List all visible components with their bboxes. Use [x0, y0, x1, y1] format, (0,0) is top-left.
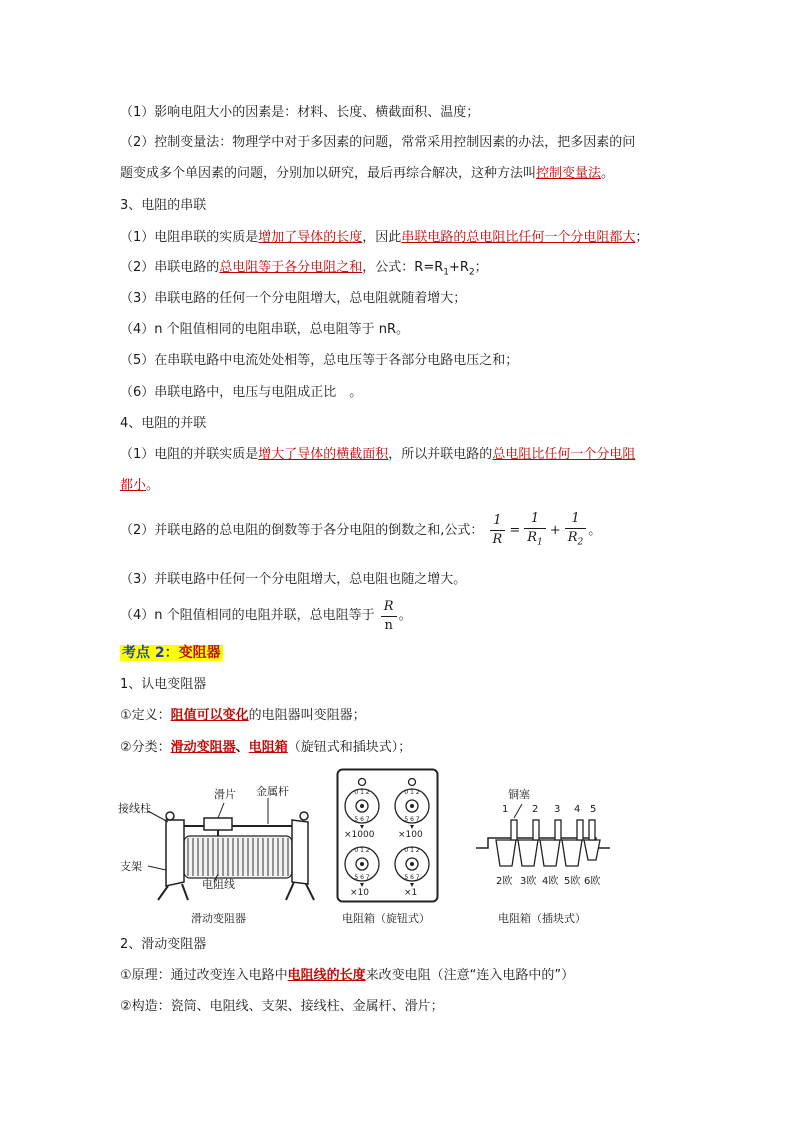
- text: （1）影响电阻大小的因素是：材料、长度、横截面积、温度；: [120, 105, 480, 120]
- section-heading: 1、认电变阻器: [120, 677, 207, 692]
- resistance-2-ohm: 2欧: [496, 876, 513, 887]
- text: （3）串联电路的任何一个分电阻增大，总电阻就随着增大；: [120, 291, 467, 306]
- text: （旋钮式和插块式）；: [287, 740, 412, 755]
- svg-text:0 1 2: 0 1 2: [404, 847, 420, 854]
- text: 来改变电阻（注意“连入电路中的”）: [365, 968, 575, 983]
- key-term: 总电阻等于各分电阻之和: [219, 260, 363, 275]
- formula-fraction-r1: [524, 510, 546, 552]
- plug-number-1: 1: [502, 804, 509, 815]
- text: （2）并联电路的总电阻的倒数等于各分电阻的倒数之和,公式：: [120, 522, 484, 538]
- text: ，因此: [362, 230, 402, 245]
- multiplier-10: ×10: [350, 888, 369, 898]
- paragraph-series-6: [120, 384, 362, 402]
- topic-title: 变阻器: [178, 645, 221, 661]
- text: 。: [601, 166, 615, 181]
- text: 。: [398, 608, 412, 623]
- numerator: 1: [565, 510, 587, 529]
- text: ；: [474, 260, 488, 275]
- paragraph-parallel-2: [120, 510, 601, 552]
- paragraph-control-variable-2: [120, 165, 614, 183]
- key-term: 串联电路的总电阻比任何一个分电阻都大: [401, 230, 636, 245]
- text: （3）并联电路中任何一个分电阻增大，总电阻也随之增大。: [120, 572, 467, 587]
- resistance-4-ohm: 4欧: [542, 876, 559, 887]
- resistance-6-ohm: 6欧: [584, 876, 601, 887]
- text: （5）在串联电路中电流处处相等，总电压等于各部分电路电压之和；: [120, 353, 519, 368]
- heading-series: [120, 197, 206, 215]
- text: （1）电阻串联的实质是: [120, 230, 259, 245]
- formula-fraction-total: [490, 512, 506, 549]
- resistance-3-ohm: 3欧: [520, 876, 537, 887]
- paragraph-classification: [120, 739, 411, 757]
- svg-text:5 6 7: 5 6 7: [354, 874, 370, 881]
- paragraph-parallel-1b: [120, 477, 159, 495]
- text: 的电阻器叫变阻器；: [248, 708, 366, 723]
- numerator: 1: [490, 512, 506, 531]
- subscript: 1: [537, 537, 543, 548]
- text: ①原理：通过改变连入电路中: [120, 968, 288, 983]
- paragraph-series-1: [120, 229, 648, 247]
- heading-rheostat: [120, 676, 206, 694]
- plug-number-3: 3: [554, 804, 561, 815]
- denominator: [565, 529, 587, 552]
- paragraph-definition: [120, 707, 366, 725]
- equals-sign: =: [509, 522, 521, 538]
- text: 。: [588, 522, 602, 538]
- paragraph-parallel-3: [120, 571, 466, 589]
- paragraph-parallel-1a: [120, 446, 635, 464]
- section-heading: 3、电阻的串联: [120, 198, 207, 213]
- paragraph-series-3: [120, 290, 466, 308]
- text: ②构造：瓷筒、电阻线、支架、接线柱、金属杆、滑片；: [120, 999, 444, 1014]
- sliding-rheostat-figure: [118, 778, 318, 903]
- text: ，所以并联电路的: [388, 447, 493, 462]
- numerator: 1: [524, 510, 546, 529]
- plug-resistance-box-figure: [474, 790, 614, 890]
- heading-sliding-rheostat: [120, 936, 206, 954]
- key-term: 增加了导体的长度: [258, 230, 363, 245]
- paragraph-series-2: [120, 259, 488, 282]
- key-term: 阻值可以变化: [170, 708, 249, 723]
- caption-knob-resistance-box: 电阻箱（旋钮式）: [342, 912, 430, 925]
- formula-fraction-r-over-n: [381, 598, 397, 635]
- numerator: R: [381, 598, 397, 617]
- multiplier-100: ×100: [398, 830, 423, 840]
- key-term: 都小: [120, 478, 147, 493]
- svg-text:5 6 7: 5 6 7: [404, 874, 420, 881]
- formula-fraction-r2: [565, 510, 587, 552]
- paragraph-parallel-4: [120, 597, 412, 636]
- topic-highlight: [120, 645, 223, 661]
- svg-text:5 6 7: 5 6 7: [354, 816, 370, 823]
- label-metal-rod: 金属杆: [256, 785, 289, 798]
- caption-plug-resistance-box: 电阻箱（插块式）: [498, 912, 586, 925]
- topic-label: 考点 2：: [122, 645, 179, 661]
- label-slider: 滑片: [214, 788, 236, 801]
- paragraph-control-variable-1: [120, 134, 635, 152]
- denominator: n: [384, 617, 393, 633]
- label-terminal: 接线柱: [118, 802, 151, 815]
- knob-resistance-box-figure: [336, 768, 439, 903]
- key-term: 电阻箱: [248, 740, 288, 755]
- subscript: 1: [443, 267, 449, 278]
- multiplier-1000: ×1000: [344, 830, 375, 840]
- svg-text:0 1 2: 0 1 2: [354, 847, 370, 854]
- text: +R: [449, 260, 469, 275]
- multiplier-1: ×1: [404, 888, 418, 898]
- subscript: 2: [577, 537, 584, 548]
- svg-text:5 6 7: 5 6 7: [404, 816, 420, 823]
- key-term: 总电阻比任何一个分电阻: [492, 447, 636, 462]
- caption-sliding-rheostat: 滑动变阻器: [191, 912, 246, 925]
- paragraph-structure: [120, 998, 444, 1016]
- label-stand: 支架: [120, 860, 142, 873]
- resistance-5-ohm: 5欧: [564, 876, 581, 887]
- denominator: R: [492, 532, 503, 548]
- key-term: 控制变量法: [536, 166, 602, 181]
- plug-number-4: 4: [574, 804, 581, 815]
- text: ①定义：: [120, 708, 171, 723]
- plug-number-2: 2: [532, 804, 539, 815]
- plus-sign: +: [549, 522, 561, 538]
- text: （2）控制变量法：物理学中对于多因素的问题，常常采用控制因素的办法，把多因素的问: [120, 135, 636, 150]
- section-heading: 2、滑动变阻器: [120, 937, 207, 952]
- paragraph-principle: [120, 967, 574, 985]
- paragraph-series-5: [120, 352, 518, 370]
- text: （2）串联电路的: [120, 260, 220, 275]
- topic-heading: [120, 644, 223, 662]
- heading-parallel: [120, 415, 206, 433]
- plug-number-5: 5: [590, 804, 597, 815]
- text: ，公式：R=R: [362, 260, 444, 275]
- text: （6）串联电路中，电压与电阻成正比 。: [120, 385, 363, 400]
- text: （4）n 个阻值相同的电阻串联，总电阻等于 nR。: [120, 322, 410, 337]
- text: ；: [635, 230, 649, 245]
- paragraph-factors: [120, 104, 479, 122]
- subscript: 2: [468, 267, 475, 278]
- text: （1）电阻的并联实质是: [120, 447, 259, 462]
- symbol: R: [567, 530, 578, 545]
- text: ②分类：: [120, 740, 171, 755]
- key-term: 电阻线的长度: [287, 968, 366, 983]
- label-resistance-wire: 电阻线: [202, 878, 235, 891]
- label-copper-plug: 铜塞: [508, 788, 530, 801]
- paragraph-series-4: [120, 321, 409, 339]
- text: 、: [235, 740, 249, 755]
- key-term: 增大了导体的横截面积: [258, 447, 389, 462]
- text: 题变成多个单因素的问题，分别加以研究，最后再综合解决，这种方法叫: [120, 166, 537, 181]
- svg-text:0 1 2: 0 1 2: [404, 789, 420, 796]
- key-term: 滑动变阻器: [170, 740, 236, 755]
- svg-text:0 1 2: 0 1 2: [354, 789, 370, 796]
- symbol: R: [527, 530, 538, 545]
- text: （4）n 个阻值相同的电阻并联，总电阻等于: [120, 608, 375, 623]
- denominator: [524, 529, 546, 552]
- text: 。: [146, 478, 160, 493]
- section-heading: 4、电阻的并联: [120, 416, 207, 431]
